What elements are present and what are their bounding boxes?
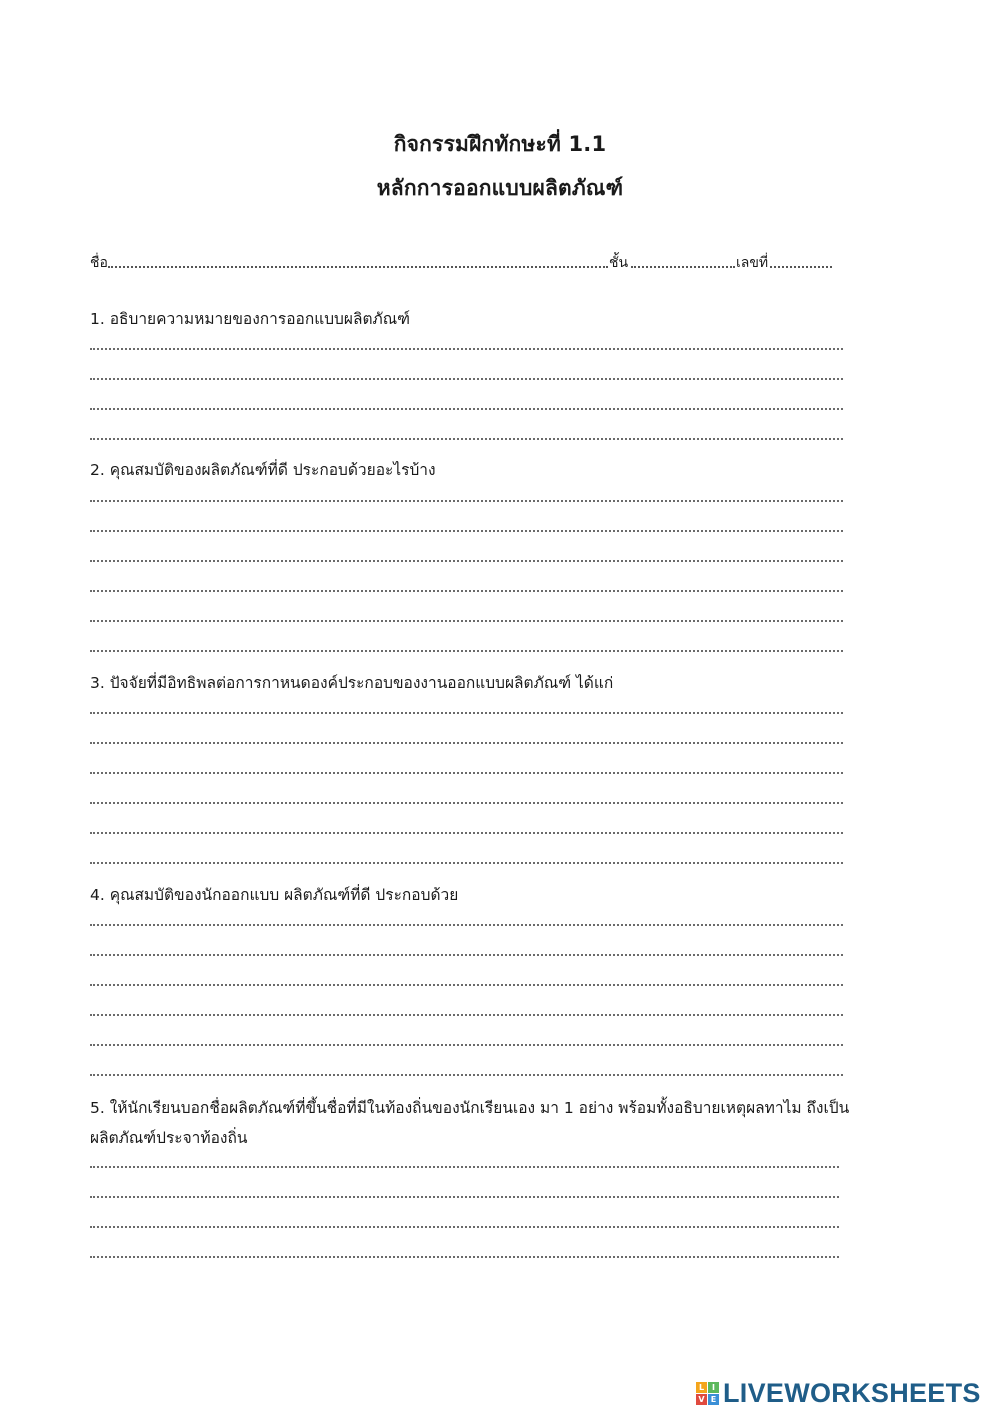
answer-line[interactable]: [90, 348, 843, 350]
logo-letter-e: E: [708, 1394, 719, 1405]
answer-line[interactable]: [90, 438, 843, 440]
logo-text: LIVEWORKSHEETS: [723, 1377, 981, 1408]
answer-line[interactable]: [90, 1256, 839, 1258]
logo-icon: [696, 1382, 719, 1405]
answer-line[interactable]: [90, 1166, 839, 1168]
answer-line[interactable]: [90, 408, 843, 410]
answer-line[interactable]: [90, 1014, 843, 1016]
answer-line[interactable]: [90, 802, 843, 804]
number-label: เลขที่: [736, 255, 769, 271]
answer-line[interactable]: [90, 832, 843, 834]
answer-line[interactable]: [90, 862, 843, 864]
page-title: กิจกรรมฝึกทักษะที่ 1.1: [393, 132, 607, 156]
answer-line[interactable]: [90, 772, 843, 774]
page-subtitle: หลักการออกแบบผลิตภัณฑ์: [376, 176, 624, 200]
logo-letter-v: V: [696, 1394, 707, 1405]
answer-line[interactable]: [90, 954, 843, 956]
logo-letter-i: I: [708, 1382, 719, 1393]
answer-line[interactable]: [90, 590, 843, 592]
answer-line[interactable]: [90, 650, 843, 652]
answer-line[interactable]: [90, 1044, 843, 1046]
answer-line[interactable]: [90, 1226, 839, 1228]
question-5: 5. ให้นักเรียนบอกชื่อผลิตภัณฑ์ที่ขึ้นชื่อที่มีในท้องถิ่นของนักเรียนเอง มา 1 อย่าง พร้อมทั้งอธิบายเหตุผลทาไม ถึงเป็น: [90, 1099, 850, 1117]
answer-line[interactable]: [90, 924, 843, 926]
class-field[interactable]: [631, 266, 735, 268]
question-5-continued: ผลิตภัณฑ์ประจาท้องถิ่น: [90, 1129, 248, 1147]
name-label: ชื่อ: [90, 255, 108, 271]
answer-line[interactable]: [90, 620, 843, 622]
answer-line[interactable]: [90, 1074, 843, 1076]
number-field[interactable]: [770, 266, 832, 268]
answer-line[interactable]: [90, 742, 843, 744]
question-2: 2. คุณสมบัติของผลิตภัณฑ์ที่ดี ประกอบด้วยอะไรบ้าง: [90, 461, 436, 479]
answer-line[interactable]: [90, 378, 843, 380]
logo-letter-l: L: [696, 1382, 707, 1393]
answer-line[interactable]: [90, 500, 843, 502]
answer-line[interactable]: [90, 712, 843, 714]
liveworksheets-logo: [696, 1378, 981, 1408]
answer-line[interactable]: [90, 560, 843, 562]
answer-line[interactable]: [90, 1196, 839, 1198]
question-1: 1. อธิบายความหมายของการออกแบบผลิตภัณฑ์: [90, 310, 410, 328]
question-4: 4. คุณสมบัติของนักออกแบบ ผลิตภัณฑ์ที่ดี ประกอบด้วย: [90, 886, 459, 904]
name-field[interactable]: [108, 266, 608, 268]
answer-line[interactable]: [90, 530, 843, 532]
answer-line[interactable]: [90, 984, 843, 986]
question-3: 3. ปัจจัยที่มีอิทธิพลต่อการกาหนดองค์ประกอบของงานออกแบบผลิตภัณฑ์ ได้แก่: [90, 674, 614, 692]
class-label: ชั้น: [609, 255, 629, 271]
